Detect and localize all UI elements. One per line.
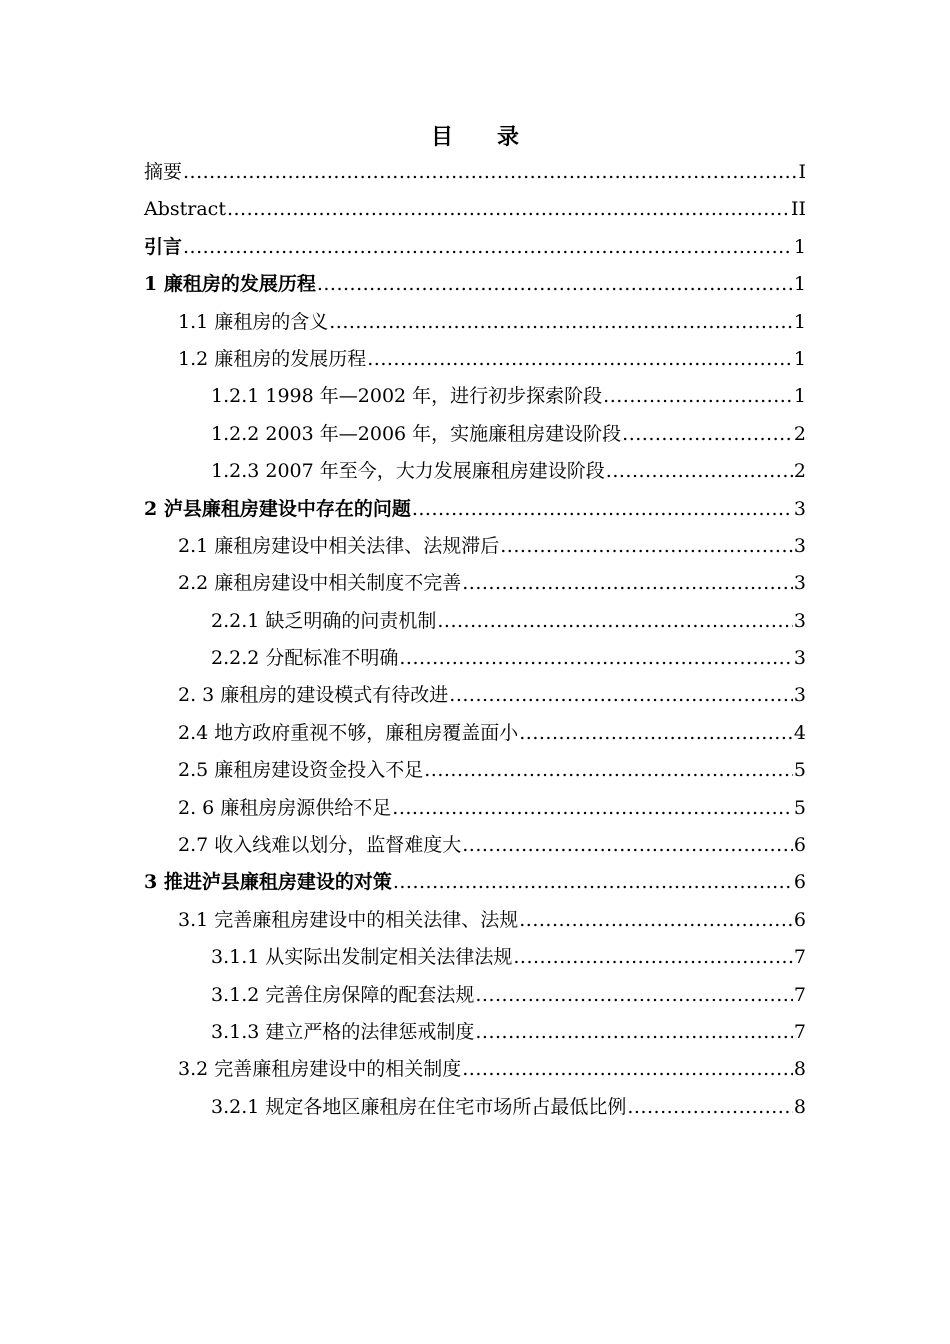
toc-entry-text: 2.2.1 缺乏明确的问责机制 xyxy=(211,609,437,632)
toc-page-number: 1 xyxy=(793,273,806,296)
toc-entry[interactable] xyxy=(144,902,806,939)
toc-leader-dots xyxy=(393,864,793,901)
toc-page-number: 2 xyxy=(793,460,806,483)
toc-title-left: 目 xyxy=(430,125,453,150)
toc-entry[interactable] xyxy=(144,864,806,901)
toc-entry-text: 1.2.1 1998 年—2002 年，进行初步探索阶段 xyxy=(211,385,603,408)
toc-leader-dots xyxy=(424,752,793,789)
toc-leader-dots xyxy=(627,1089,793,1126)
toc-leader-dots xyxy=(317,266,793,303)
toc-leader-dots xyxy=(183,154,797,191)
toc-page-number: 3 xyxy=(793,647,806,670)
toc-entry[interactable] xyxy=(144,640,806,677)
toc-leader-dots xyxy=(392,790,793,827)
toc-entry-text: 2 泸县廉租房建设中存在的问题 xyxy=(144,497,411,520)
toc-entry-text: 3.2.1 规定各地区廉租房在住宅市场所占最低比例 xyxy=(211,1095,627,1118)
toc-leader-dots xyxy=(329,304,793,341)
toc-entry[interactable] xyxy=(144,1014,806,1051)
toc-entry[interactable] xyxy=(144,677,806,714)
toc-leader-dots xyxy=(437,603,793,640)
toc-entry-text: 1.2.3 2007 年至今，大力发展廉租房建设阶段 xyxy=(211,460,605,483)
toc-entry-text: 3 推进泸县廉租房建设的对策 xyxy=(144,871,392,894)
toc-page-number: 2 xyxy=(793,422,806,445)
toc-entry[interactable] xyxy=(144,790,806,827)
toc-page-number: 1 xyxy=(793,347,806,370)
toc-entry[interactable] xyxy=(144,378,806,415)
toc-leader-dots xyxy=(367,341,793,378)
toc-leader-dots xyxy=(462,1051,793,1088)
toc-entry-text: 3.1.2 完善住房保障的配套法规 xyxy=(211,983,475,1006)
toc-page-number: 5 xyxy=(793,796,806,819)
toc-entry[interactable] xyxy=(144,715,806,752)
toc-entry-text: 2.4 地方政府重视不够，廉租房覆盖面小 xyxy=(178,721,519,744)
toc-leader-dots xyxy=(519,715,793,752)
toc-leader-dots xyxy=(519,902,793,939)
toc-entry[interactable] xyxy=(144,491,806,528)
toc-leader-dots xyxy=(462,565,793,602)
toc-leader-dots xyxy=(513,939,793,976)
toc-page-number: 1 xyxy=(793,310,806,333)
toc-entry-text: 2.2.2 分配标准不明确 xyxy=(211,647,399,670)
toc-entry[interactable] xyxy=(144,939,806,976)
toc-entry-text: 2. 3 廉租房的建设模式有待改进 xyxy=(178,684,449,707)
toc-leader-dots xyxy=(606,453,793,490)
toc-entry-text: 2.1 廉租房建设中相关法律、法规滞后 xyxy=(178,534,500,557)
toc-page-number: 7 xyxy=(793,983,806,1006)
toc-entry[interactable] xyxy=(144,416,806,453)
toc-entry[interactable] xyxy=(144,1051,806,1088)
toc-entry-text: 1.2.2 2003 年—2006 年，实施廉租房建设阶段 xyxy=(211,422,622,445)
toc-leader-dots xyxy=(475,977,793,1014)
toc-list xyxy=(144,154,806,1126)
toc-leader-dots xyxy=(475,1014,793,1051)
toc-leader-dots xyxy=(500,528,793,565)
toc-title-right: 录 xyxy=(497,125,520,150)
toc-entry-text: 2. 6 廉租房房源供给不足 xyxy=(178,796,392,819)
toc-leader-dots xyxy=(603,378,793,415)
toc-page-number: 3 xyxy=(793,572,806,595)
toc-entry-text: 摘要 xyxy=(144,161,183,183)
toc-page-number: 6 xyxy=(793,908,806,931)
toc-leader-dots xyxy=(449,677,793,714)
toc-entry[interactable] xyxy=(144,752,806,789)
toc-entry-text: 2.7 收入线难以划分，监督难度大 xyxy=(178,834,462,857)
toc-entry[interactable] xyxy=(144,827,806,864)
toc-page-number: 6 xyxy=(793,834,806,857)
toc-entry[interactable] xyxy=(144,191,806,228)
toc-entry-text: 1 廉租房的发展历程 xyxy=(144,273,316,296)
toc-entry[interactable] xyxy=(144,565,806,602)
toc-page-number: 1 xyxy=(793,235,806,258)
toc-entry[interactable] xyxy=(144,304,806,341)
toc-entry-text: 3.1.3 建立严格的法律惩戒制度 xyxy=(211,1020,475,1043)
toc-page-number: 3 xyxy=(793,684,806,707)
toc-leader-dots xyxy=(227,191,790,228)
toc-page-number: 3 xyxy=(793,497,806,520)
toc-entry-text: 3.2 完善廉租房建设中的相关制度 xyxy=(178,1058,462,1081)
toc-page-number: 1 xyxy=(793,385,806,408)
toc-entry[interactable] xyxy=(144,229,806,266)
toc-page-number: 5 xyxy=(793,759,806,782)
toc-leader-dots xyxy=(622,416,793,453)
toc-page-number: 8 xyxy=(793,1095,806,1118)
toc-page-number: 3 xyxy=(793,534,806,557)
toc-page-number: 6 xyxy=(793,871,806,894)
toc-entry-text: 2.5 廉租房建设资金投入不足 xyxy=(178,759,424,782)
toc-entry[interactable] xyxy=(144,977,806,1014)
toc-entry-text: 2.2 廉租房建设中相关制度不完善 xyxy=(178,572,462,595)
toc-entry-text: 3.1 完善廉租房建设中的相关法律、法规 xyxy=(178,908,519,931)
toc-entry-text: Abstract xyxy=(144,198,226,221)
toc-page-number: 8 xyxy=(793,1058,806,1081)
toc-entry[interactable] xyxy=(144,266,806,303)
toc-entry-text: 1.1 廉租房的含义 xyxy=(178,310,329,333)
toc-entry[interactable] xyxy=(144,154,806,191)
toc-entry[interactable] xyxy=(144,603,806,640)
toc-entry-text: 1.2 廉租房的发展历程 xyxy=(178,347,367,370)
toc-leader-dots xyxy=(183,229,793,266)
toc-entry-text: 3.1.1 从实际出发制定相关法律法规 xyxy=(211,946,513,969)
toc-entry[interactable] xyxy=(144,528,806,565)
toc-page-number: II xyxy=(790,198,806,221)
toc-page-number: 3 xyxy=(793,609,806,632)
toc-leader-dots xyxy=(399,640,793,677)
toc-leader-dots xyxy=(462,827,793,864)
toc-entry-text: 引言 xyxy=(144,235,183,258)
toc-title xyxy=(0,120,950,151)
toc-entry[interactable] xyxy=(144,341,806,378)
toc-page-number: I xyxy=(798,161,806,183)
toc-page-number: 4 xyxy=(793,721,806,744)
toc-page-number: 7 xyxy=(793,1020,806,1043)
toc-entry[interactable] xyxy=(144,1089,806,1126)
toc-entry[interactable] xyxy=(144,453,806,490)
toc-page-number: 7 xyxy=(793,946,806,969)
toc-leader-dots xyxy=(412,491,793,528)
